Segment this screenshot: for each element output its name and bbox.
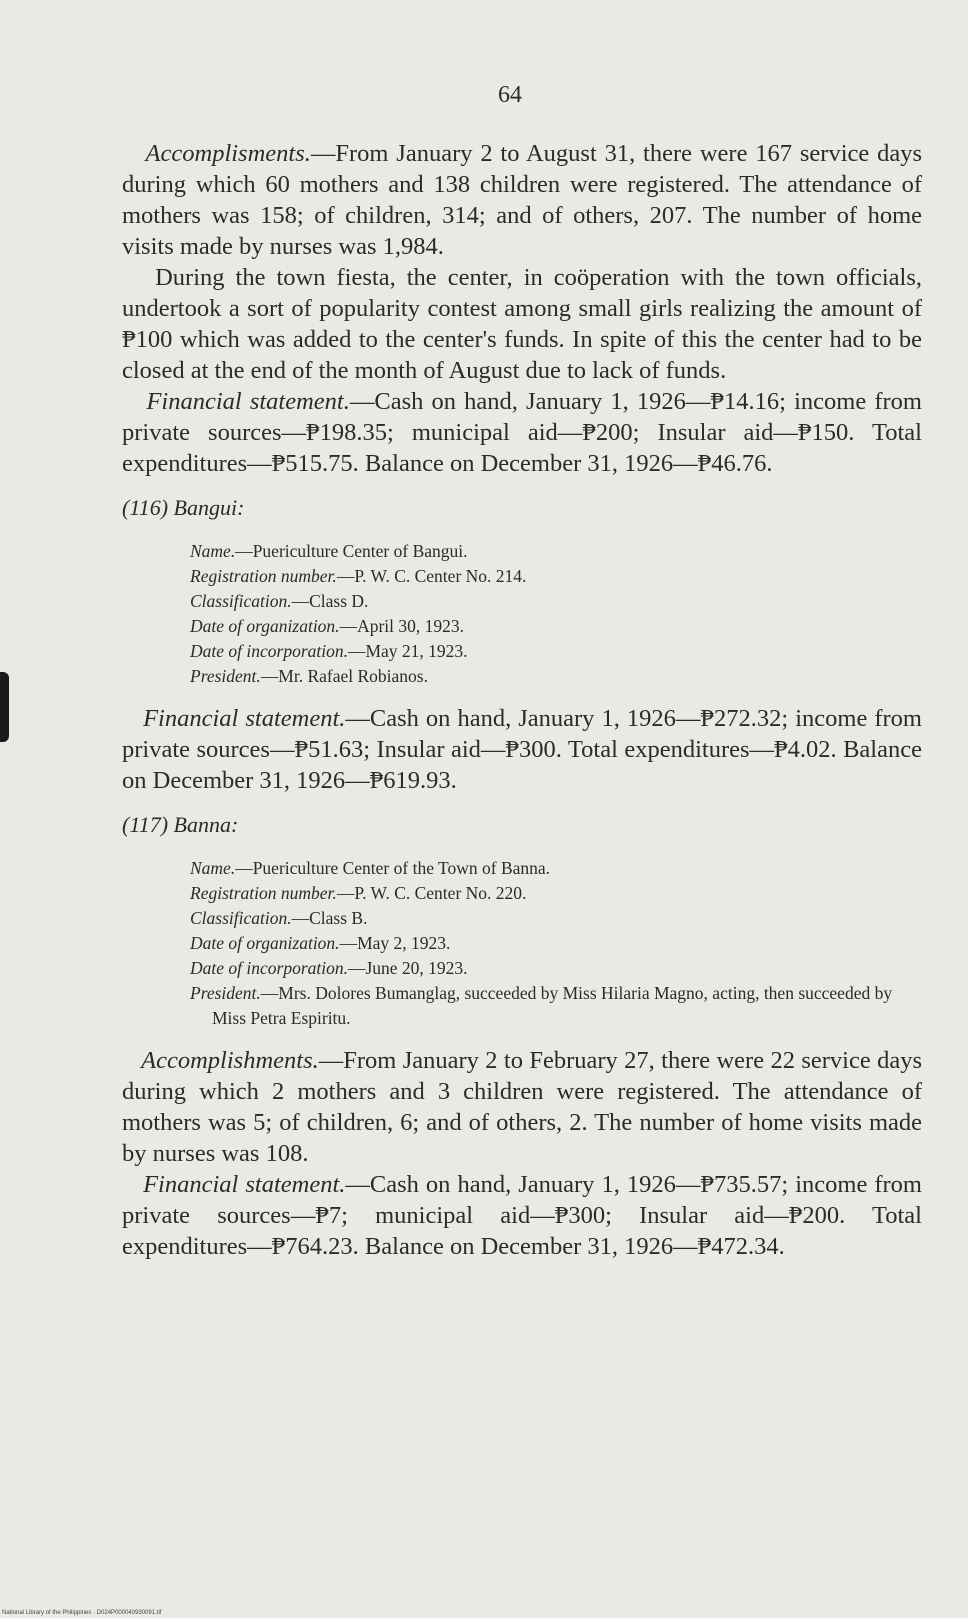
- section-name: Bangui:: [173, 495, 245, 520]
- info-value: —April 30, 1923.: [339, 616, 465, 636]
- text-accomplishments: —From January 2 to August 31, there were 167 service days during which 60 mothers and 138 children were registered. The attendance of mothers was 158; of children, 314; and of others, 207. The number of home visits made by nurses was 1,984.: [122, 140, 923, 260]
- paragraph-fiesta: [122, 262, 922, 386]
- spine-shadow: [0, 672, 9, 742]
- info-row: [190, 664, 922, 689]
- section-number: (116): [122, 495, 169, 520]
- info-key: Date of incorporation.: [190, 958, 348, 978]
- info-value: —P. W. C. Center No. 220.: [336, 883, 527, 903]
- section-number: (117): [122, 812, 169, 837]
- info-value: —P. W. C. Center No. 214.: [336, 566, 527, 586]
- paragraph-accomplishments-banna: [122, 1045, 922, 1169]
- lead-accomplishments: Accomplisments.: [145, 140, 311, 167]
- info-row: [190, 856, 922, 881]
- info-row: [190, 589, 922, 614]
- text-accomplishments-banna: —From January 2 to February 27, there were 22 service days during which 2 mothers and 3 children were registered. The attendance of mothers was 5; of children, 6; and of others, 2. The number of home visits made by nurses was 108.: [122, 1047, 922, 1167]
- info-key: Registration number.: [190, 883, 337, 903]
- text-financial-prev: —Cash on hand, January 1, 1926—₱14.16; income from private sources—₱198.35; municipal aid—₱200; Insular aid—₱150. Total expenditures—₱515.75. Balance on December 31, 1926—₱46.76.: [122, 388, 922, 477]
- section-name: Banna:: [173, 812, 239, 837]
- info-key: Date of incorporation.: [190, 641, 348, 661]
- info-row: [190, 639, 922, 664]
- paragraph-financial-prev: [122, 386, 922, 479]
- info-key: Classification.: [190, 908, 292, 928]
- info-value: —Puericulture Center of the Town of Banna.: [235, 858, 551, 878]
- lead-financial-banna: Financial statement.: [143, 1171, 346, 1198]
- info-row: [190, 881, 922, 906]
- info-key: Name.: [190, 858, 236, 878]
- info-row: [190, 564, 922, 589]
- info-value: —Mr. Rafael Robianos.: [260, 666, 428, 686]
- info-block-banna: [190, 856, 922, 1031]
- info-key: President.: [190, 983, 261, 1003]
- info-value: —Puericulture Center of Bangui.: [235, 541, 468, 561]
- section-heading-banna: [122, 812, 922, 838]
- info-row: [190, 956, 922, 981]
- info-value: —Mrs. Dolores Bumanglag, succeeded by Miss Hilaria Magno, acting, then succeeded by Miss Petra Espiritu.: [212, 983, 893, 1028]
- lead-financial-prev: Financial statement.: [146, 388, 350, 415]
- paragraph-accomplishments-prev: [122, 138, 922, 262]
- info-value: —Class B.: [291, 908, 368, 928]
- info-value: —May 2, 1923.: [339, 933, 451, 953]
- page-number: 64: [498, 82, 522, 108]
- scan-footer: National Library of the Philippines · D024P000040930091.tif: [2, 1610, 162, 1616]
- info-row: [190, 931, 922, 956]
- info-key: Name.: [190, 541, 236, 561]
- info-key: Registration number.: [190, 566, 337, 586]
- info-key: Date of organization.: [190, 616, 340, 636]
- text-financial-bangui: —Cash on hand, January 1, 1926—₱272.32; income from private sources—₱51.63; Insular aid—₱300. Total expenditures—₱4.02. Balance on December 31, 1926—₱619.93.: [122, 705, 922, 794]
- info-row: [190, 906, 922, 931]
- text-financial-banna: —Cash on hand, January 1, 1926—₱735.57; income from private sources—₱7; municipal aid—₱300; Insular aid—₱200. Total expenditures—₱764.23. Balance on December 31, 1926—₱472.34.: [122, 1171, 922, 1260]
- paragraph-financial-banna: [122, 1169, 922, 1262]
- info-value: —Class D.: [291, 591, 369, 611]
- section-heading-bangui: [122, 495, 922, 521]
- info-value: —May 21, 1923.: [347, 641, 468, 661]
- info-row: [190, 981, 922, 1031]
- lead-financial-bangui: Financial statement.: [143, 705, 346, 732]
- info-key: Date of organization.: [190, 933, 340, 953]
- text-fiesta: During the town fiesta, the center, in coöperation with the town officials, undertook a sort of popularity contest among small girls realizing the amount of ₱100 which was added to the center's funds. In spite of this the center had to be closed at the end of the month of August due to lack of funds.: [122, 264, 923, 384]
- info-value: —June 20, 1923.: [347, 958, 468, 978]
- info-row: [190, 539, 922, 564]
- page-body: [122, 138, 922, 1262]
- paragraph-financial-bangui: [122, 703, 922, 796]
- info-key: President.: [190, 666, 261, 686]
- lead-accomplishments-banna: Accomplishments.: [141, 1047, 319, 1074]
- info-row: [190, 614, 922, 639]
- info-block-bangui: [190, 539, 922, 689]
- info-key: Classification.: [190, 591, 292, 611]
